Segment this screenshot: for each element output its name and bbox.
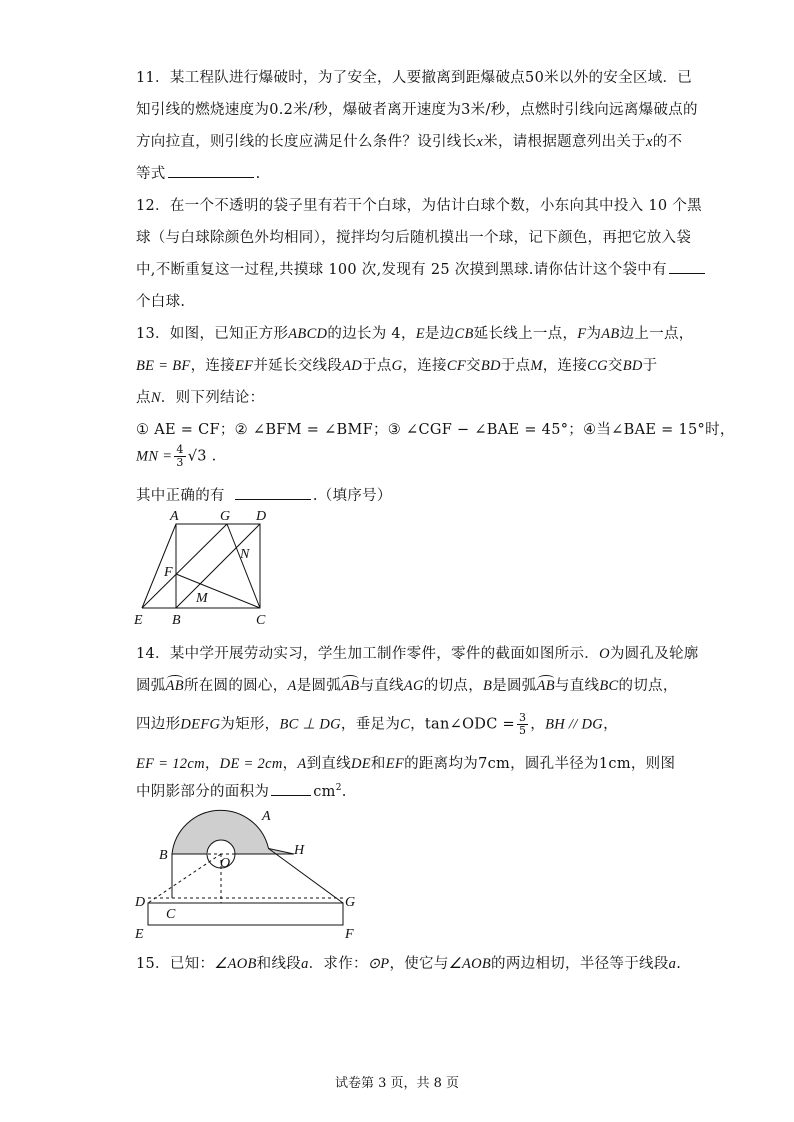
variable-x: x xyxy=(476,134,484,150)
q11-text: 方向拉直，则引线的长度应满足什么条件？设引线长 xyxy=(136,134,477,150)
fraction xyxy=(174,444,185,469)
q14-text: 到直线 xyxy=(306,756,351,772)
q13-line3 xyxy=(136,386,264,407)
q14-text: 是圆弧 xyxy=(296,678,342,694)
point-label-g: G xyxy=(345,895,356,910)
q14-text: 和 xyxy=(370,756,386,772)
math-var: ABCD xyxy=(288,326,328,342)
q11-text: 的不 xyxy=(652,134,683,150)
page-footer: 试卷第 3 页，共 8 页 xyxy=(334,1076,460,1091)
math-expr: BE = BF xyxy=(136,358,191,374)
math-var: EF xyxy=(385,756,405,772)
point-label-d: D xyxy=(135,895,146,910)
point-label-f: F xyxy=(345,927,354,942)
math-var: AB xyxy=(601,326,620,342)
q11-line1 xyxy=(136,66,692,87)
q14-text: ， xyxy=(603,716,618,733)
q13-text: 于点 xyxy=(362,358,392,374)
point-label-e: E xyxy=(134,613,143,628)
q13-text: 的边长为 4， xyxy=(327,326,416,342)
q15-text: ．求作： xyxy=(308,956,368,972)
q13-text: 交 xyxy=(607,358,623,374)
math-var: BD xyxy=(480,358,501,374)
q12-line2 xyxy=(136,226,691,247)
q14-text: 是圆弧 xyxy=(492,678,537,694)
math-var: BD xyxy=(622,358,643,374)
point-label-c: C xyxy=(166,907,176,922)
q11-line4 xyxy=(136,162,261,183)
q14-text: 与直线 xyxy=(554,678,600,694)
arc-ab: AB xyxy=(536,678,555,694)
q13-line1 xyxy=(136,322,694,343)
q14-figure xyxy=(128,800,368,944)
q11-text: . xyxy=(255,166,261,182)
q12-text: 12．在一个不透明的袋子里有若干个白球，为估计白球个数，小东向其中投入 10 个黑 xyxy=(136,198,702,214)
math-expr: 7cm xyxy=(478,756,511,772)
q15-text: . xyxy=(676,956,682,972)
q14-line4 xyxy=(136,752,675,773)
math-expr: ∠AOB xyxy=(214,956,257,972)
q15-text: 的两边相切，半径等于线段 xyxy=(491,956,669,972)
fraction-numerator: 3 xyxy=(518,711,527,724)
point-label-m: M xyxy=(196,591,208,606)
math-var: F xyxy=(577,326,587,342)
q13-text: ．则下列结论： xyxy=(160,390,265,406)
math-var: AD xyxy=(342,358,363,374)
q11-text: 11．某工程队进行爆破时，为了安全，人要撤离到距爆破点50米以外的安全区域．已 xyxy=(136,70,693,86)
math-var: CB xyxy=(454,326,474,342)
q14-line2 xyxy=(136,674,678,695)
q14-text: ， xyxy=(282,756,298,772)
q12-text: 球（与白球除颜色外均相同），搅拌均匀后随机摸出一个球，记下颜色，再把它放入袋 xyxy=(136,230,692,246)
arc-ab: AB xyxy=(341,678,360,694)
point-label-a: A xyxy=(170,509,179,524)
q13-text: 交 xyxy=(466,358,481,374)
rectangle-defg xyxy=(148,903,343,925)
point-label-f: F xyxy=(164,565,173,580)
q14-text: 与直线 xyxy=(359,678,404,694)
q14-text: 四边形 xyxy=(136,716,181,733)
answer-blank[interactable] xyxy=(235,485,311,500)
q15-line1 xyxy=(136,952,681,973)
unit-exponent: 2 xyxy=(335,783,342,794)
q13-text: ，连接 xyxy=(542,358,588,374)
q13-text: 为 xyxy=(586,326,602,342)
math-var: AG xyxy=(403,678,424,694)
q15-text: 和线段 xyxy=(256,956,302,972)
point-label-d: D xyxy=(256,509,267,524)
math-var: B xyxy=(483,678,493,694)
q13-text: 其中正确的有 xyxy=(136,488,225,504)
segment-fc xyxy=(176,574,260,608)
q11-line2 xyxy=(136,98,698,119)
q13-text: 是边 xyxy=(424,326,455,342)
q11-line3 xyxy=(136,130,682,151)
math-var: M xyxy=(530,358,543,374)
q13-text: .（填序号） xyxy=(312,488,392,504)
q13-text: 延长线上一点， xyxy=(473,326,578,342)
variable-x: x xyxy=(645,134,653,150)
math-var: A xyxy=(287,678,297,694)
math-expr: ⊙P xyxy=(367,956,390,972)
q13-line2 xyxy=(136,354,657,375)
q14-line5 xyxy=(136,780,347,801)
q13-text: 点 xyxy=(136,390,151,406)
math-var: G xyxy=(391,358,403,374)
q14-text: ， xyxy=(530,716,546,733)
q13-answer-line xyxy=(136,484,392,505)
segment-eg xyxy=(142,524,227,608)
q11-text: 知引线的燃烧速度为0.2米/秒，爆破者离开速度为3米/秒，点燃时引线向远离爆破点的 xyxy=(136,102,698,118)
math-var: a xyxy=(668,956,677,972)
point-label-o: O xyxy=(220,856,231,871)
math-expr: BH // DG xyxy=(545,716,604,733)
q14-text: 为矩形， xyxy=(220,716,280,733)
arc-ab: AB xyxy=(165,678,184,694)
q13-text: ，连接 xyxy=(190,358,235,374)
q12-line3 xyxy=(136,258,707,279)
q13-text: ，连接 xyxy=(402,358,447,374)
point-label-b: B xyxy=(159,848,168,863)
math-expr: DE = 2cm xyxy=(219,756,283,772)
q14-text: ，则图 xyxy=(630,756,676,772)
point-label-a: A xyxy=(262,809,271,824)
q14-text: 所在圆的圆心， xyxy=(183,678,288,694)
math-var: DE xyxy=(350,756,371,772)
segment-bd xyxy=(176,524,260,608)
q11-text: 等式 xyxy=(136,166,166,182)
math-var: A xyxy=(297,756,307,772)
fraction-numerator: 4 xyxy=(176,443,184,456)
q14-text: 的切点， xyxy=(618,678,678,694)
unit: cm xyxy=(313,784,336,800)
q13-text: 于点 xyxy=(500,358,531,374)
q12-line4 xyxy=(136,290,185,311)
answer-blank[interactable] xyxy=(271,781,311,796)
point-label-g: G xyxy=(220,509,231,524)
math-var: BC xyxy=(599,678,619,694)
q14-text: ，圆孔半径为 xyxy=(510,756,599,772)
math-expr: tan∠ODC = xyxy=(424,716,515,733)
q13-choices xyxy=(136,418,735,439)
math-var: C xyxy=(400,716,411,733)
q15-text: 15．已知： xyxy=(136,956,215,972)
q12-line1 xyxy=(136,194,702,215)
point-label-b: B xyxy=(172,613,181,628)
math-expr: BC ⊥ DG xyxy=(279,716,341,733)
q13-text: 于 xyxy=(642,358,658,374)
math-expr: ∠AOB xyxy=(448,956,492,972)
q15-text: ，使它与 xyxy=(389,956,449,972)
q12-text: 中,不断重复这一过程,共摸球 100 次,发现有 25 次摸到黑球.请你估计这个袋中有 xyxy=(136,262,667,278)
answer-blank[interactable] xyxy=(168,163,254,178)
q13-choices-text: ① AE = CF；② ∠BFM = ∠BMF；③ ∠CGF − ∠BAE = 45°；④当∠BAE = 15°时， xyxy=(136,422,735,438)
math-var: E xyxy=(415,326,425,342)
math-expr: √3 . xyxy=(187,448,217,465)
q13-figure xyxy=(128,506,278,628)
math-expr: EF = 12cm xyxy=(136,756,205,772)
point-label-h: H xyxy=(294,843,305,858)
segment-ag xyxy=(269,849,344,904)
math-var: CF xyxy=(446,358,466,374)
q13-text: 13．如图，已知正方形 xyxy=(136,326,289,342)
q13-text: 并延长交线段 xyxy=(253,358,343,374)
fraction-denominator: 5 xyxy=(518,724,527,737)
q12-text: 个白球. xyxy=(136,294,186,310)
q14-text: 14．某中学开展劳动实习，学生加工制作零件，零件的截面如图所示． xyxy=(136,646,600,662)
q13-choice4-cont xyxy=(136,444,217,469)
q14-text: ， xyxy=(204,756,220,772)
fraction xyxy=(517,712,528,737)
math-expr: MN = xyxy=(136,448,173,465)
q14-text: 为圆孔及轮廓 xyxy=(609,646,699,662)
q14-text: 中阴影部分的面积为 xyxy=(136,784,270,800)
q13-text: 边上一点， xyxy=(619,326,694,342)
math-expr: 1cm xyxy=(598,756,631,772)
math-var: EF xyxy=(234,358,254,374)
q14-line3 xyxy=(136,712,618,737)
q14-text: . xyxy=(341,784,347,800)
math-var: a xyxy=(301,956,309,972)
math-var: N xyxy=(150,390,161,406)
q11-text: 米，请根据题意列出关于 xyxy=(483,134,646,150)
point-label-c: C xyxy=(256,613,266,628)
q14-text: ，垂足为 xyxy=(340,716,401,733)
math-var: CG xyxy=(587,358,608,374)
q14-text: 的切点， xyxy=(423,678,483,694)
answer-blank[interactable] xyxy=(669,259,705,274)
q14-text: ， xyxy=(410,716,425,733)
fraction-denominator: 3 xyxy=(176,456,184,469)
q14-text: 的距离均为 xyxy=(404,756,479,772)
math-var: O xyxy=(599,646,610,662)
segment-gc xyxy=(227,524,260,608)
point-label-n: N xyxy=(240,547,250,562)
q14-text: 圆弧 xyxy=(136,678,166,694)
point-label-e: E xyxy=(135,927,144,942)
q14-line1 xyxy=(136,642,699,663)
math-var: DEFG xyxy=(180,716,221,733)
